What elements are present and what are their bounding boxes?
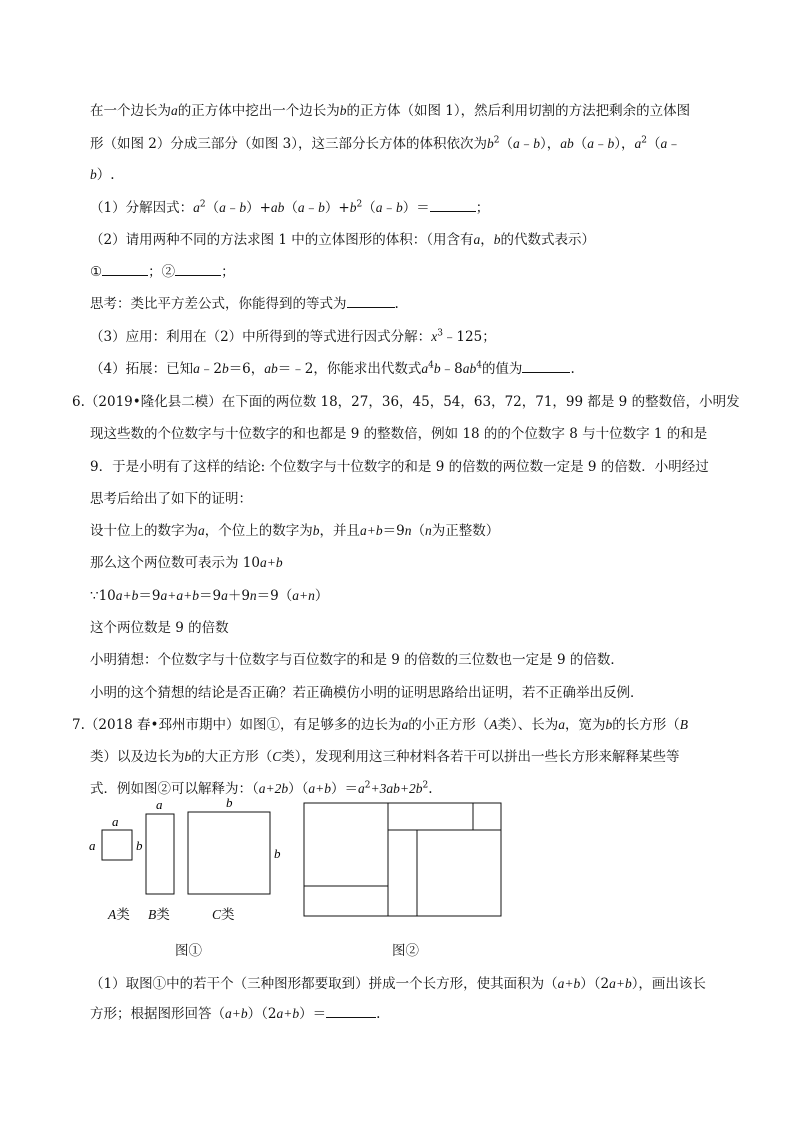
p6-line1: 6.（2019•隆化县二模）在下面的两位数 18，27，36，45，54，63，72，71，99 都是 9 的整数倍，小明发 [72,394,740,410]
p5-think: 思考：类比平方差公式，你能得到的等式为 . [90,296,399,312]
label-c-class: C类 [212,907,235,923]
p5-intro-line3: b）. [90,167,115,183]
outer-rect [304,803,501,916]
label-a-top: a [112,814,119,829]
label-a-left: a [89,838,96,853]
label-b-top: b [226,796,233,810]
label-a-rect: a [156,797,163,812]
p6-line8: 这个两位数是 9 的倍数 [90,620,229,636]
p5-intro-line1: 在一个边长为a的正方体中挖出一个边长为b的正方体（如图 1），然后利用切割的方法把剩余的立体图 [90,103,691,119]
p5-q1: （1）分解因式：$a^2(a﹣b)+ab(a﹣b)+b^2(a﹣b)=$ ； [90,199,490,216]
p5-intro-line2: 形（如图 2）分成三部分（如图 3），这三部分长方体的体积依次为$b^2(a﹣b)$，ab（a﹣b），$a^2(a﹣$ [90,135,681,152]
p6-line10: 小明的这个猜想的结论是否正确？若正确模仿小明的证明思路给出证明，若不正确举出反例． [90,685,644,701]
p7-q1-line1: （1）取图①中的若干个（三种图形都要取到）拼成一个长方形，使其面积为（a+b）（2a+b），画出该长 [90,976,706,992]
p7-line1: 7.（2018 春•邳州市期中）如图①，有足够多的边长为a的小正方形（A类）、长为a，宽为b的长方形（B [72,717,689,733]
p5-q3: （3）应用：利用在（2）中所得到的等式进行因式分解：$x^3﹣125$； [90,328,496,345]
p6-line7: ∵10a+b＝9a+a+b＝9a＋9n＝9（a+n） [90,588,329,604]
p6-line6: 那么这个两位数可表示为 10a+b [90,555,283,571]
answer-blank[interactable] [522,360,570,373]
p6-line4: 思考后给出了如下的证明： [90,491,252,507]
fig2-caption: 图② [392,943,419,959]
square-a [102,830,132,860]
p5-q2: （2）请用两种不同的方法求图 1 中的立体图形的体积：（用含有a，b的代数式表示） [90,232,596,248]
label-b-right: b [274,846,281,861]
label-b-rect: b [136,838,143,853]
answer-blank-2[interactable] [175,263,221,276]
fig1-caption: 图① [175,943,202,959]
p7-q1-line2: 方形；根据图形回答（a+b）（2a+b）＝ . [90,1006,381,1022]
figure-2 [300,800,506,920]
p6-line5: 设十位上的数字为a，个位上的数字为b，并且a+b＝9n（n为正整数） [90,523,500,539]
p6-line2: 现这些数的个位数字与十位数字的和也都是 9 的整数倍，例如 18 的的个位数字 8 与十位数字 1 的和是 [90,426,708,442]
p6-line3: 9．于是小明有了这样的结论: 个位数字与十位数字的和是 9 的倍数的两位数一定是 9 的倍数．小明经过 [90,459,709,475]
square-c [188,812,270,894]
answer-blank[interactable] [347,295,395,308]
label-b-class: B类 [148,907,170,923]
rect-b [146,814,174,894]
figure-1 [85,796,305,916]
answer-blank-1[interactable] [102,263,148,276]
p5-q4: （4）拓展：已知a﹣2b＝6，ab＝﹣2，你能求出代数式$a^4b﹣8ab^4$的值为 . [90,360,575,377]
p5-q2-answers: ① ；② ； [90,264,235,280]
answer-blank[interactable] [430,199,476,212]
p7-line3: 式．例如图②可以解释为：$(a+2b)(a+b)=a^2+3ab+2b^2$. [90,780,433,797]
label-a-class: A类 [108,907,130,923]
p7-line2: 类）以及边长为b的大正方形（C类），发现利用这三种材料各若干可以拼出一些长方形来解释某些等 [90,749,680,765]
answer-blank[interactable] [326,1005,376,1018]
p6-line9: 小明猜想：个位数字与十位数字与百位数字的和是 9 的倍数的三位数也一定是 9 的倍数． [90,652,624,668]
